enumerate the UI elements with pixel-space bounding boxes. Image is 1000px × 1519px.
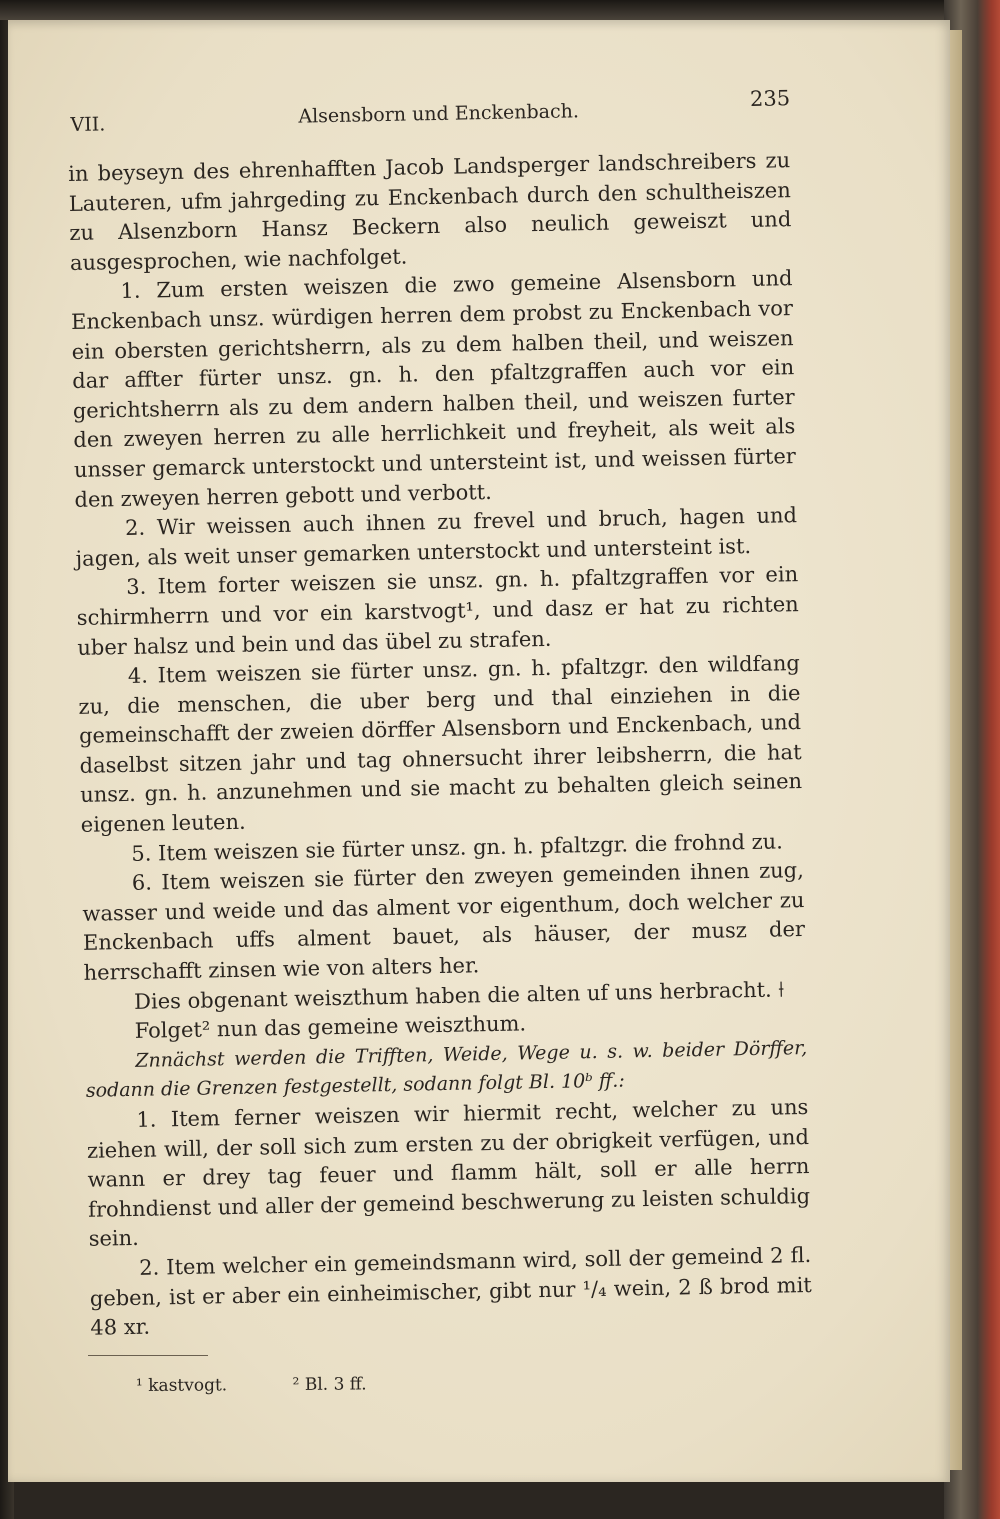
page-number: 235: [749, 86, 791, 111]
paragraph: 3. Item forter weiszen sie unsz. gn. h. pfaltzgraffen vor ein schirmherrn und vor ein karstvogt¹, und dasz er hat zu richten uber halsz und bein und das übel zu strafen.: [76, 562, 799, 660]
editorial-note: Znnächst werden die Trifften, Weide, Wege u. s. w. beider Dörffer, sodann die Grenzen festgestellt, sodann folgt Bl. 10ᵇ ff.:: [85, 1036, 808, 1103]
footnote-rule: [88, 1355, 208, 1356]
paragraph: 2. Wir weissen auch ihnen zu frevel und bruch, hagen und jagen, als weit unser gemarken unterstockt und untersteint ist.: [75, 503, 798, 571]
running-title: Alsensborn und Enckenbach.: [298, 100, 580, 128]
paragraph-text: Dies obgenant weiszthum haben die alten uf uns herbracht.: [133, 977, 772, 1014]
paragraph: 1. Zum ersten weiszen die zwo gemeine Alsensborn und Enckenbach unsz. würdigen herren dem probst zu Enckenbach vor ein obersten gerichtsherrn, als zu dem halben theil, und weiszen dar affter fürter unsz. gn. h. den pfaltzgraffen auch vor ein gerichtsherrn als zu dem andern halben theil, und weiszen furter den zweyen herren zu alle herrlichkeit und freyheit, als weit als unsser gemarck unterstockt und untersteint ist, und weissen fürter den zweyen herren gebott und verbott.: [70, 266, 797, 512]
body-text: [68, 146, 813, 1343]
footnote: ¹ kastvogt.: [135, 1375, 228, 1397]
paragraph: 2. Item welcher ein gemeindsmann wird, soll der gemeind 2 fl. geben, ist er aber ein einheimischer, gibt nur ¹/₄ wein, 2 ß brod mit 48 xr.: [89, 1242, 812, 1340]
paragraph: Folget² nun das gemeine weiszthum.: [134, 1011, 527, 1044]
book-cover-top: [0, 0, 1000, 20]
paragraph: in beyseyn des ehrenhafften Jacob Landsperger landschreibers zu Lauteren, ufm jahrgeding zu Enckenbach durch den schultheiszen zu Alsenzborn Hansz Beckern also neulich geweiszt und ausgesprochen, wie nachfolget.: [68, 148, 792, 275]
paragraph: 6. Item weiszen sie fürter den zweyen gemeinden ihnen zug, wasser und weide und das alment vor eigenthum, doch welcher zu Enckenbach uffs alment bauet, als häuser, der musz der herrschafft zinsen wie von alters her.: [82, 858, 806, 985]
running-head: [70, 86, 791, 140]
paragraph: 4. Item weiszen sie fürter unsz. gn. h. pfaltzgr. den wildfang zu, die menschen, die uber berg und thal einziehen in die gemeinschafft der zweien dörffer Alsensborn und Enckenbach, und daselbst sitzen jahr und tag ohnersucht ihrer leibsherrn, die hat unsz. gn. h. anzunehmen und sie macht zu behalten gleich seinen eigenen leuten.: [78, 651, 803, 837]
paragraph: 1. Item ferner weiszen wir hiermit recht, welcher zu uns ziehen will, der soll sich zum ersten zu der obrigkeit verfügen, und wann er drey tag feuer und flamm hält, soll er alle herrn frohndienst und aller der gemeind beschwerung zu leisten schuldig sein.: [86, 1094, 811, 1252]
footnote: ² Bl. 3 ff.: [292, 1374, 367, 1395]
footnotes: [136, 1374, 427, 1396]
margin-mark-icon: ⟊: [778, 977, 785, 1003]
book-page: [8, 20, 950, 1482]
chapter-number: VII.: [70, 113, 106, 136]
paragraph: 5. Item weiszen sie fürter unsz. gn. h. pfaltzgr. die frohnd zu.: [131, 829, 784, 866]
